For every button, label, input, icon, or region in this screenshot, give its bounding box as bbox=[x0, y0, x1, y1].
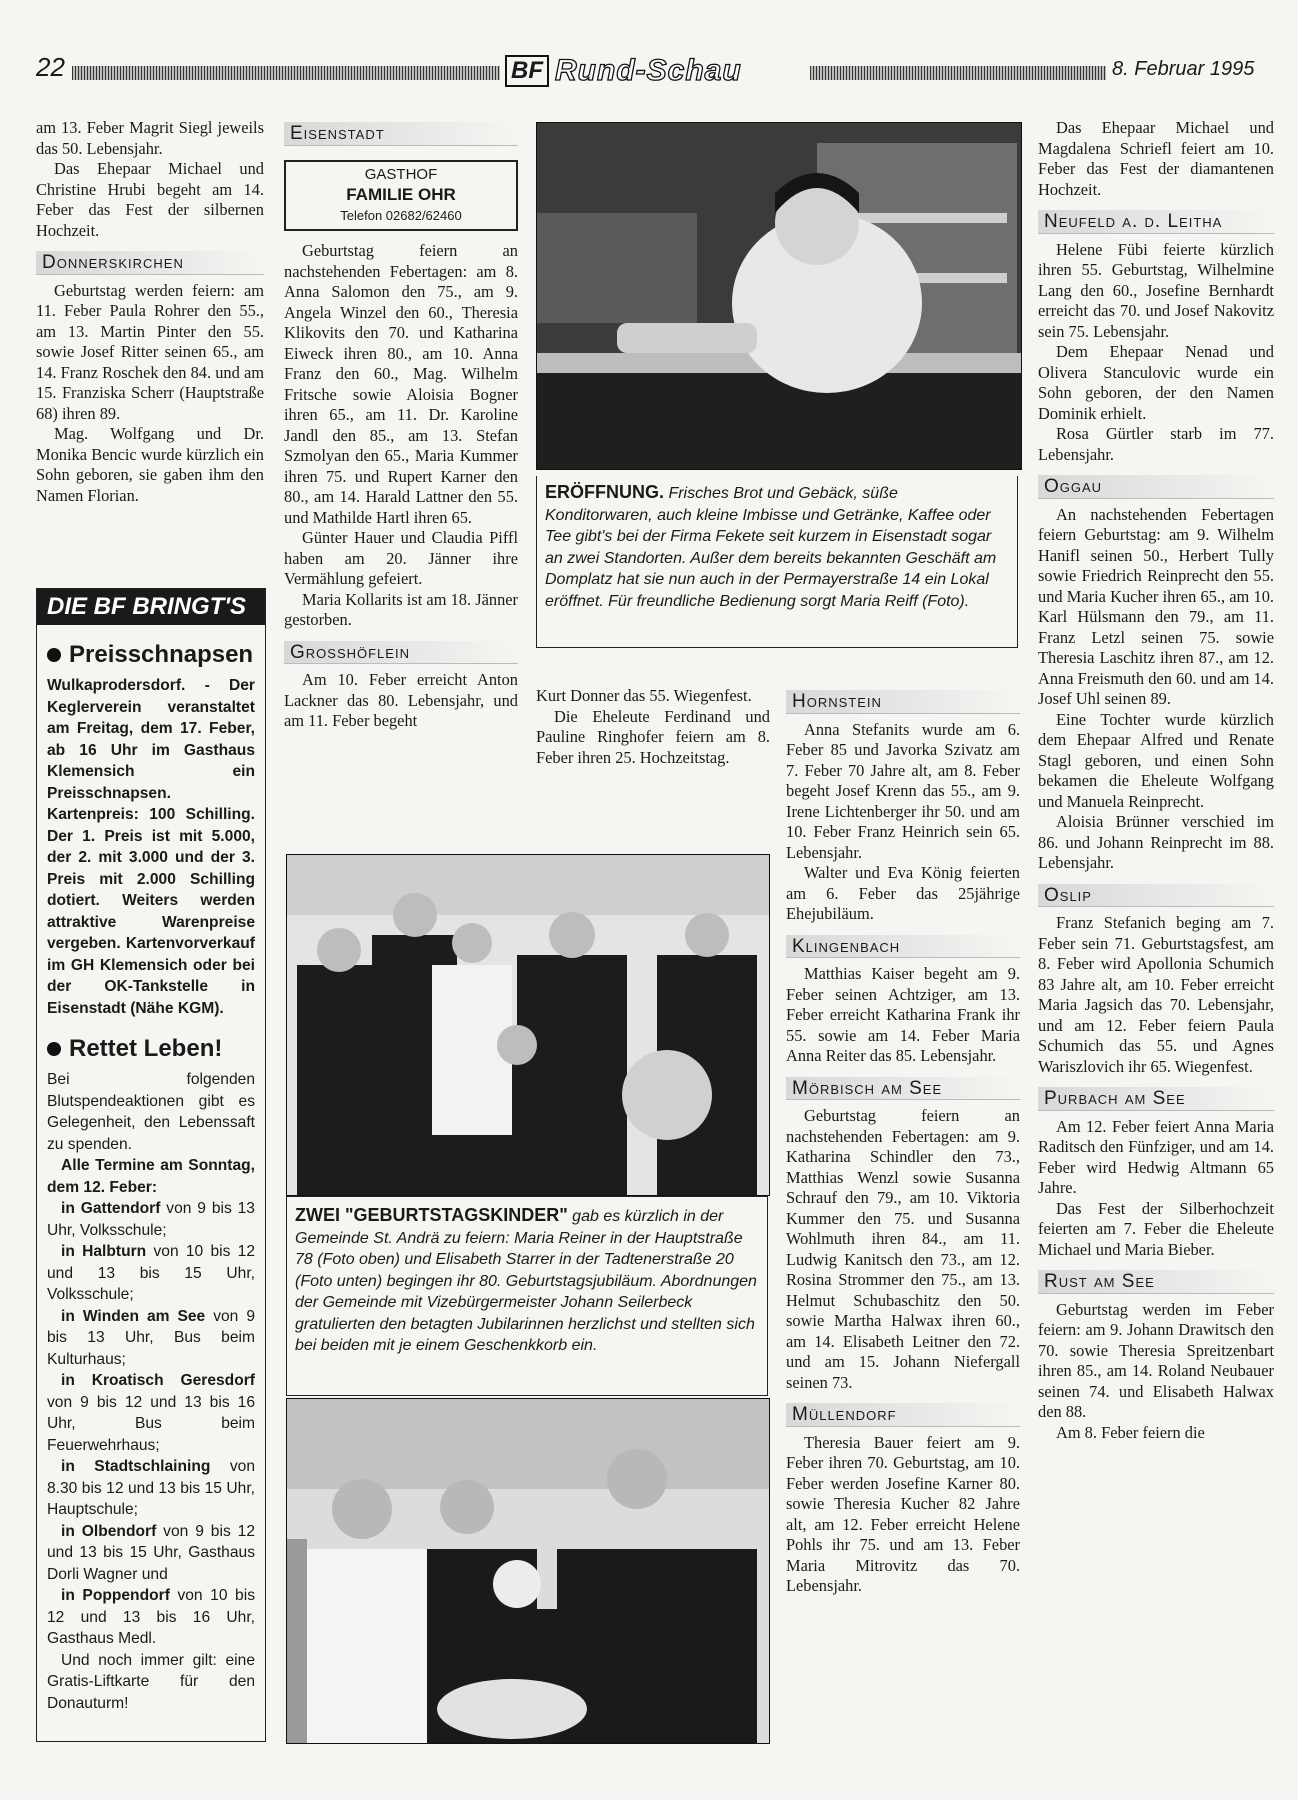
entry-place: in Gattendorf bbox=[61, 1200, 161, 1217]
box-subheading-preisschnapsen bbox=[47, 641, 255, 669]
paragraph: Kurt Donner das 55. Wiegenfest. bbox=[536, 686, 752, 705]
caption-lead: ZWEI "GEBURTSTAGSKINDER" bbox=[295, 1205, 568, 1225]
paragraph: Walter und Eva König feierten am 6. Feber das 25jährige Ehejubiläum. bbox=[786, 863, 1020, 923]
paragraph: An nachstehenden Febertagen feiern Geburtstag: am 9. Wilhelm Hanifl seinen 50., Herbert Tully sowie Friedrich Reinprecht den 55. und Maria Kucher ihren 65., am 10. Karl Hülsmann den 79., am 11. Franz Letzl seinen 75. sowie Theresia Laschitz ihren 87., am 12. Anna Freismuth den 60. und am 14. Josef Uhl seinen 89. bbox=[1038, 504, 1274, 708]
paragraph: Anna Stefanits wurde am 6. Feber 85 und Javorka Szivatz am 7. Feber 70 Jahre alt, am 8. Feber begeht Josef Krenn das 55., am 9. Irene Lichtenberger ihr 50. und am 10. Feber Franz Heinrich sein 65. Lebensjahr. bbox=[786, 719, 1020, 862]
group-photo-top-image bbox=[287, 855, 769, 1195]
paragraph: Helene Fübi feierte kürzlich ihren 55. Geburtstag, Wilhelmine Lang den 60., Josefine Bernhardt erreicht das 70. und Josef Nakovitz sein 75. Lebensjahr. bbox=[1038, 239, 1274, 341]
paragraph: Das Ehepaar Michael und Magdalena Schriefl feiert am 10. Feber das Fest der diamantenen Hochzeit. bbox=[1038, 118, 1274, 199]
section-heading-muellendorf: Müllendorf bbox=[786, 1403, 1020, 1427]
bullet-icon bbox=[47, 1042, 61, 1056]
column-4 bbox=[786, 686, 1020, 1597]
entry-place: in Winden am See bbox=[61, 1307, 206, 1325]
box-subheading-rettet-leben bbox=[47, 1035, 255, 1063]
paragraph: am 13. Feber Magrit Siegl jeweils das 50. Lebensjahr. bbox=[36, 118, 264, 158]
issue-date: 8. Februar 1995 bbox=[1112, 58, 1255, 80]
blood-drive-entry bbox=[47, 1306, 255, 1371]
entry-place: in Stadtschlaining bbox=[61, 1458, 211, 1475]
blood-drive-entry bbox=[47, 1370, 255, 1456]
entry-detail: von 9 bis 13 Uhr, Bus beim Kulturhaus; bbox=[47, 1307, 255, 1368]
bakery-photo-caption bbox=[536, 476, 1018, 648]
paragraph: Das Ehepaar Michael und Christine Hrubi begeht am 14. Feber das Fest der silbernen Hochzeit. bbox=[36, 159, 264, 240]
section-heading-neufeld: Neufeld a. d. Leitha bbox=[1038, 210, 1274, 234]
group-photo-top bbox=[286, 854, 770, 1196]
entry-place: in Poppendorf bbox=[61, 1587, 170, 1604]
gasthof-ad bbox=[284, 160, 518, 232]
subheading-text: Rettet Leben! bbox=[69, 1035, 223, 1062]
blood-drive-entry bbox=[47, 1585, 255, 1650]
masthead-rule-right bbox=[810, 66, 1106, 80]
paragraph: Günter Hauer und Claudia Piffl haben am 20. Jänner ihre Vermählung gefeiert. bbox=[284, 528, 518, 588]
entry-detail: von 10 bis 12 und 13 bis 15 Uhr, Volksschule; bbox=[47, 1243, 255, 1303]
logo-bf: BF bbox=[505, 55, 549, 87]
paragraph: Geburtstag werden im Feber feiern: am 9. Johann Drawitsch den 70. sowie Theresia Spreitzenbart ihren 85., am 14. Roland Neubauer seinen 74. und Elisabeth Halwax den 88. bbox=[1038, 1299, 1274, 1421]
bakery-photo-image bbox=[537, 123, 1021, 469]
paragraph: Am 8. Feber feiern die bbox=[1056, 1422, 1205, 1442]
paragraph: Am 12. Feber feiert Anna Maria Raditsch den Fünfziger, und am 14. Feber wird Hedwig Altmann 65 Jahre. bbox=[1038, 1116, 1274, 1197]
entry-detail: von 9 bis 12 und 13 bis 16 Uhr, Bus beim Feuerwehrhaus; bbox=[47, 1393, 255, 1454]
ad-phone: Telefon 02682/62460 bbox=[340, 207, 462, 223]
section-heading-oggau: Oggau bbox=[1038, 475, 1274, 499]
newspaper-logo bbox=[505, 54, 742, 88]
subheading-text: Preisschnapsen bbox=[69, 641, 254, 668]
paragraph: Am 10. Feber erreicht Anton Lackner das 80. Lebensjahr, und am 11. Feber begeht bbox=[284, 670, 518, 730]
section-heading-moerbisch: Mörbisch am See bbox=[786, 1077, 1020, 1101]
paragraph: Dem Ehepaar Nenad und Olivera Stanculovic wurde ein Sohn geboren, der den Namen Dominik erhielt. bbox=[1038, 342, 1274, 423]
paragraph: Maria Kollarits ist am 18. Jänner gestorben. bbox=[284, 589, 518, 629]
group-photo-bottom-image bbox=[287, 1399, 769, 1743]
group-photo-bottom bbox=[286, 1398, 770, 1744]
section-heading-oslip: Oslip bbox=[1038, 884, 1274, 908]
paragraph: Matthias Kaiser begeht am 9. Feber seinen Achtziger, am 13. Feber erreicht Katharina Frank ihr 55. sowie am 14. Feber Maria Anna Reiter das 85. Lebensjahr. bbox=[786, 964, 1020, 1065]
blood-drive-entry bbox=[47, 1198, 255, 1241]
box-title: DIE BF BRINGT'S bbox=[37, 589, 265, 625]
box-text: Und noch immer gilt: eine Gratis-Liftkarte für den Donauturm! bbox=[47, 1651, 255, 1712]
section-heading-grosshoeflein: Grosshöflein bbox=[284, 641, 518, 665]
masthead-rule-left bbox=[72, 66, 500, 80]
column-1 bbox=[36, 118, 264, 506]
blood-drive-entry bbox=[47, 1241, 255, 1306]
page-number: 22 bbox=[36, 52, 65, 82]
caption-text: gab es kürzlich in der Gemeinde St. Andrä zu feiern: Maria Reiner in der Hauptstraße 78 (Foto oben) und Elisabeth Starrer in der Tadtenerstraße 20 (Foto unten) begingen ihr 80. Geburtstagsjubiläum. Abordnungen der Gemeinde mit Vizebürgermeister Johann Seilerbeck gratulierten den betagten Jubilarinnen herzlichst und stellten sich bei beiden mit je einem Geschenkkorb ein. bbox=[295, 1208, 757, 1354]
paragraph: Theresia Bauer feiert am 9. Feber ihren 70. Geburtstag, am 10. Feber werden Josefine Karner 80. sowie Theresia Kucher 82 Jahre alt, am 12. Feber erreicht Helene Pohls ihr 75. und am 13. Feber Maria Mitrovitz das 70. Lebensjahr. bbox=[786, 1432, 1020, 1595]
entry-place: in Kroatisch Geresdorf bbox=[61, 1372, 255, 1389]
blood-drive-entry bbox=[47, 1456, 255, 1521]
section-heading-klingenbach: Klingenbach bbox=[786, 935, 1020, 959]
bakery-photo bbox=[536, 122, 1022, 470]
column-5 bbox=[1038, 118, 1274, 1443]
ad-line: FAMILIE OHR bbox=[346, 185, 456, 204]
section-heading-eisenstadt: Eisenstadt bbox=[284, 122, 518, 146]
logo-title: Rund-Schau bbox=[555, 54, 742, 87]
paragraph: Rosa Gürtler starb im 77. Lebensjahr. bbox=[1038, 424, 1274, 464]
paragraph: Aloisia Brünner verschied im 86. und Johann Reinprecht im 88. Lebensjahr. bbox=[1038, 812, 1274, 872]
caption-lead: ERÖFFNUNG. bbox=[545, 482, 664, 502]
ad-line: GASTHOF bbox=[364, 165, 438, 183]
entry-detail: von 10 bis 12 und 13 bis 16 Uhr, Gasthaus Medl. bbox=[47, 1587, 255, 1647]
bf-bringts-box bbox=[36, 588, 266, 1742]
paragraph: Geburtstag feiern an nachstehenden Febertagen: am 9. Katharina Schindler den 73., Matthias Wenzl sowie Susanna Schrauf den 79., am 10. Viktoria Kummer den 75. und Susanna Wohlmuth ihren 84., am 11. Ludwig Kanitsch den 73., am 12. Rosina Strommer den 75., am 13. Helmut Schubaschitz den 50. sowie Martha Halwax ihren 60., am 14. Elisabeth Leitner den 72. und am 15. Johann Niefergall seinen 73. bbox=[786, 1106, 1020, 1392]
box-text: Bei folgenden Blutspendeaktionen gibt es Gelegenheit, den Lebenssaft zu spenden. bbox=[47, 1071, 255, 1153]
column-3 bbox=[536, 686, 770, 768]
entry-detail: von 9 bis 12 und 13 bis 15 Uhr, Gasthaus Dorli Wagner und bbox=[47, 1522, 255, 1583]
section-heading-donnerskirchen: Donnerskirchen bbox=[36, 251, 264, 275]
caption-text: Frisches Brot und Gebäck, süße Konditorwaren, auch kleine Imbisse und Getränke, Kaffee oder Tee gibt's bei der Firma Fekete seit kurzem in Eisenstadt sogar an zwei Standorten. Außer dem bereits bekannten Geschäft am Domplatz hat sie nun auch in der Permayerstraße 14 ein Lokal eröffnet. Für freundliche Bedienung sorgt Maria Reiff (Foto). bbox=[545, 485, 997, 610]
paragraph: Das Fest der Silberhochzeit feierten am 7. Feber die Eheleute Michael und Maria Bieber. bbox=[1038, 1198, 1274, 1259]
group-photo-caption bbox=[286, 1196, 768, 1396]
section-heading-purbach: Purbach am See bbox=[1038, 1087, 1274, 1111]
section-heading-hornstein: Hornstein bbox=[786, 690, 1020, 714]
box-text: Alle Termine am Sonntag, dem 12. Feber: bbox=[47, 1157, 255, 1196]
entry-place: in Olbendorf bbox=[61, 1522, 157, 1540]
paragraph: Mag. Wolfgang und Dr. Monika Bencic wurde kürzlich ein Sohn geboren, sie gaben ihm den Namen Florian. bbox=[36, 424, 264, 505]
paragraph: Die Eheleute Ferdinand und Pauline Ringhofer feiern am 8. Feber ihren 25. Hochzeitstag. bbox=[536, 706, 770, 767]
paragraph: Eine Tochter wurde kürzlich dem Ehepaar Alfred und Renate Stagl geboren, und einen Sohn bekamen die Eheleute Wolfgang und Manuela Reinprecht. bbox=[1038, 709, 1274, 811]
paragraph: Geburtstag feiern an nachstehenden Febertagen: am 8. Anna Salomon den 75., am 9. Angela Winzel den 60., Theresia Klikovits den 70. und Katharina Eiweck ihren 80., am 10. Anna Franz den 60., Mag. Wilhelm Fritsche sowie Aloisia Bogner ihren 65., am 11. Dr. Karoline Jandl den 85., am 13. Stefan Szmolyan den 65., Maria Kummer ihren 75. und Rupert Karner den 80., am 14. Harald Lattner den 55. und Mathilde Hartl ihren 65. bbox=[284, 241, 518, 527]
paragraph: Franz Stefanich beging am 7. Feber sein 71. Geburtstagsfest, am 8. Feber wird Apollonia Schumich 83 Jahre alt, am 10. Feber erreicht Maria Jagsich das 70. Lebensjahr, und am 12. Feber feiern Paula Schumich das 55. und Agnes Wariszlovich ihr 65. Wiegenfest. bbox=[1038, 913, 1274, 1076]
blood-drive-entry bbox=[47, 1521, 255, 1586]
entry-detail: von 8.30 bis 12 und 13 bis 15 Uhr, Hauptschule; bbox=[47, 1458, 255, 1518]
entry-place: in Halbturn bbox=[61, 1243, 147, 1260]
box-text: Wulkaprodersdorf. - Der Keglerverein veranstaltet am Freitag, dem 17. Feber, ab 16 Uhr im Gasthaus Klemensich ein Preisschnapsen. Kartenpreis: 100 Schilling. Der 1. Preis ist mit 5.000, der 2. mit 3.000 und der 3. Preis mit 2.000 Schilling dotiert. Weiters werden attraktive Warenpreise vergeben. Kartenvorverkauf im GH Klemensich oder bei der OK-Tankstelle in Eisenstadt (Nähe KGM). bbox=[47, 677, 255, 1017]
section-heading-rust: Rust am See bbox=[1038, 1270, 1274, 1294]
column-2 bbox=[284, 118, 518, 732]
entry-detail: von 9 bis 13 Uhr, Volksschule; bbox=[47, 1200, 255, 1239]
paragraph: Geburtstag werden feiern: am 11. Feber Paula Rohrer den 55., am 13. Martin Pinter den 55. sowie Josef Ritter seinen 65., am 14. Franz Roschek den 84. und am 15. Franziska Scherr (Hauptstraße 68) ihren 89. bbox=[36, 280, 264, 423]
bullet-icon bbox=[47, 648, 61, 662]
